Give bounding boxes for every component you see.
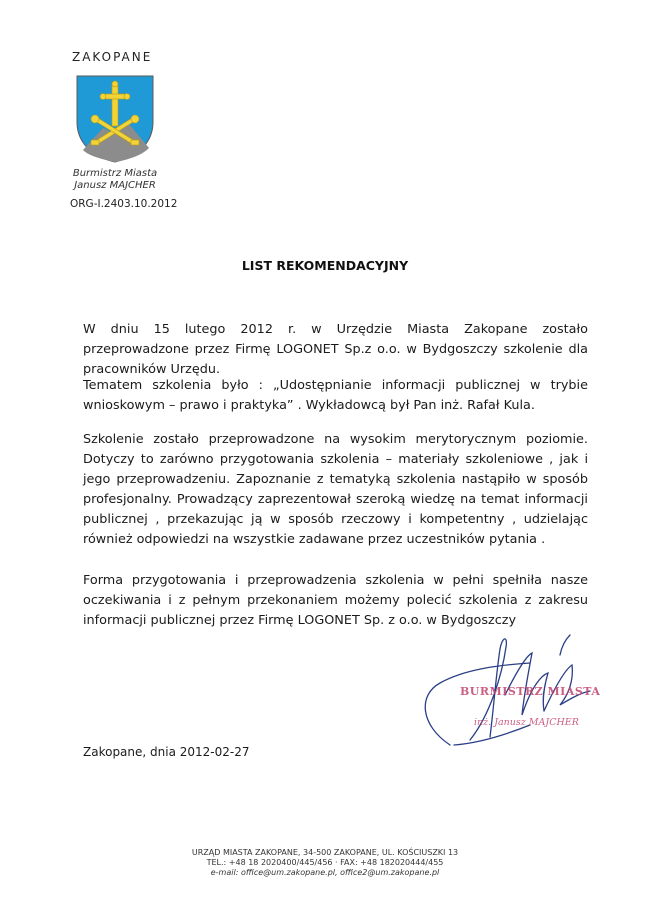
footer <box>0 848 650 878</box>
place-and-date: Zakopane, dnia 2012-02-27 <box>83 745 250 759</box>
footer-email: e-mail: office@um.zakopane.pl, office2@um.zakopane.pl <box>210 868 440 877</box>
paragraph-2: Tematem szkolenia było : „Udostępnianie informacji publicznej w trybie wnioskowym – prawo i praktyka” . Wykładowcą był Pan inż. Rafał Kula. <box>83 378 588 413</box>
reference-number: ORG-I.2403.10.2012 <box>70 198 178 210</box>
stamp-name: inż. Janusz MAJCHER <box>474 717 579 728</box>
paragraph-3: Szkolenie zostało przeprowadzone na wysokim merytorycznym poziomie. Dotyczy to zarówno przygotowania szkolenia – materiały szkoleniowe , jak i jego przeprowadzeniu. Zapoznanie z tematyką szkolenia nastąpiło w sposób profesjonalny. Prowadzący zaprezentował szeroką wiedzę na temat informacji publicznej , przekazując ją w sposób rzeczowy i kompetentny , udzielając również odpowiedzi na wszystkie zadawane przez uczestników pytania . <box>83 432 588 547</box>
document-title: LIST REKOMENDACYJNY <box>241 258 409 273</box>
stamp-title: BURMISTRZ MIASTA <box>460 685 601 698</box>
footer-address: URZĄD MIASTA ZAKOPANE, 34-500 ZAKOPANE, UL. KOŚCIUSZKI 13 <box>191 848 459 857</box>
footer-phones: TEL.: +48 18 2020400/445/456 · FAX: +48 182020444/455 <box>206 858 444 867</box>
mayor-heading <box>60 168 170 192</box>
mayor-title: Burmistrz Miasta <box>72 168 158 179</box>
mayor-name: Janusz MAJCHER <box>74 180 156 191</box>
coat-of-arms-icon <box>75 74 155 164</box>
paragraph-4: Forma przygotowania i przeprowadzenia szkolenia w pełni spełniła nasze oczekiwania i z pełnym przekonaniem możemy polecić szkolenia z zakresu informacji publicznej przez Firmę LOGONET Sp. z o.o. w Bydgoszczy <box>83 573 588 628</box>
paragraph-1: W dniu 15 lutego 2012 r. w Urzędzie Miasta Zakopane zostało przeprowadzone przez Firmę LOGONET Sp.z o.o. w Bydgoszczy szkolenie dla pracowników Urzędu. <box>83 322 588 377</box>
city-name: ZAKOPANE <box>72 50 153 64</box>
